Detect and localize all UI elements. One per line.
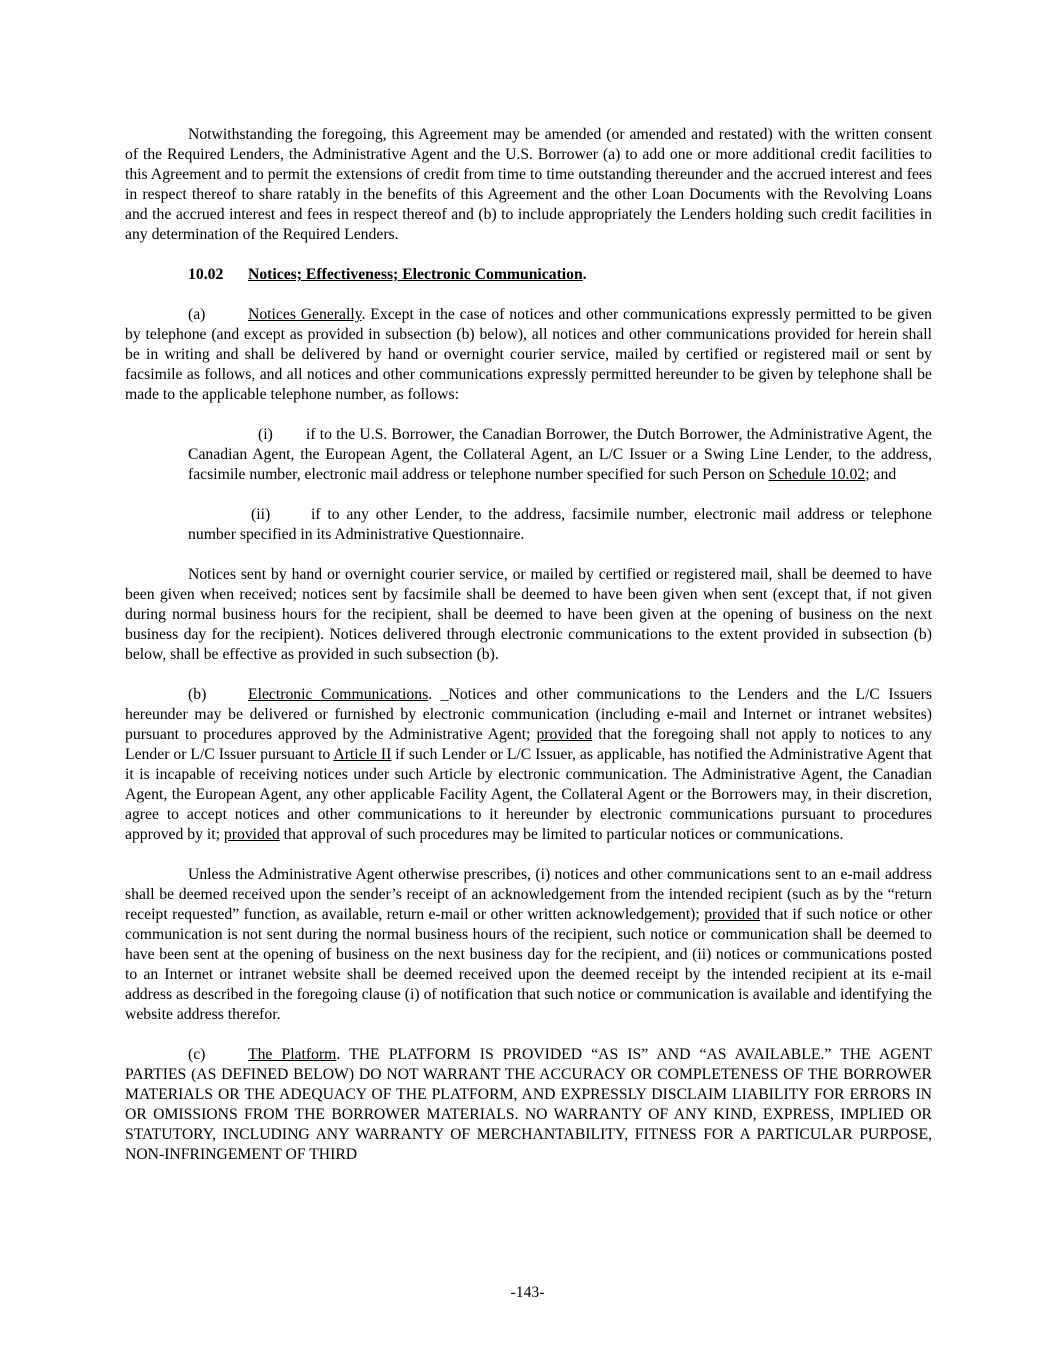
clause-i-tail: ; and — [865, 466, 897, 483]
clause-i-label: (i) — [258, 426, 273, 443]
clause-b-text-2: that the foregoing shall not apply to notices to any Lender or L/C Issuer pursuant to — [125, 726, 933, 763]
clause-ii-text: if to any other Lender, to the address, facsimile number, electronic mail address or telephone number specified in its Administrative Questionnaire. — [188, 506, 932, 543]
section-title: Notices; Effectiveness; Electronic Communication — [248, 266, 583, 283]
clause-a-label: (a) — [188, 306, 206, 323]
clause-b-text-4: that approval of such procedures may be limited to particular notices or communications. — [279, 826, 844, 843]
article-reference: Article II — [333, 746, 392, 763]
paragraph-ii — [188, 505, 932, 545]
provided-term: provided — [223, 826, 280, 843]
clause-c-label: (c) — [188, 1046, 206, 1063]
clause-b-text-1: . _Notices and other communications to the Lenders and the L/C Issuers hereunder may be delivered or furnished by electronic communication (including e-mail and Internet or intranet websites) pursuant to procedures approved by the Administrative Agent; — [125, 686, 932, 743]
paragraph-amendment: Notwithstanding the foregoing, this Agreement may be amended (or amended and restated) with the written consent of the Required Lenders, the Administrative Agent and the U.S. Borrower (a) to add one or more additional credit facilities to this Agreement and to permit the extensions of credit from time to time outstanding thereunder and the accrued interest and fees in respect thereof to share ratably in the benefits of this Agreement and the other Loan Documents with the Revolving Loans and the accrued interest and fees in respect thereof and (b) to include appropriately the Lenders holding such credit facilities in any determination of the Required Lenders. — [125, 126, 932, 243]
provided-term: provided — [704, 906, 760, 923]
clause-ii-label: (ii) — [251, 506, 271, 523]
page-number: -143- — [510, 1284, 545, 1301]
document-page — [125, 125, 932, 1165]
clause-c-title: The Platform — [248, 1046, 337, 1063]
paragraph-i — [188, 425, 932, 485]
paragraph-b — [125, 685, 932, 845]
paragraph-c — [125, 1045, 932, 1165]
provided-term: provided — [536, 726, 593, 743]
section-heading — [125, 265, 932, 285]
clause-b-title: Electronic Communications — [248, 686, 429, 703]
clause-b-label: (b) — [188, 686, 207, 703]
clause-a-text: . Except in the case of notices and other communications expressly permitted to be given by telephone (and except as provided in subsection (b) below), all notices and other communications provided for herein shall be in writing and shall be delivered by hand or overnight courier service, mailed by certified or registered mail or sent by facsimile as follows, and all notices and other communications expressly permitted hereunder to be given by telephone shall be made to the applicable telephone number, as follows: — [125, 306, 932, 403]
unless-text-2: that if such notice or other communication is not sent during the normal business hours of the recipient, such notice or communication shall be deemed to have been sent at the opening of business on the next business day for the recipient, and (ii) notices or communications posted to an Internet or intranet website shall be deemed received upon the deemed receipt by the intended recipient at its e-mail address as described in the foregoing clause (i) of notification that such notice or communication is available and identifying the website address therefor. — [125, 906, 932, 1023]
paragraph-notices-sent: Notices sent by hand or overnight courier service, or mailed by certified or registered mail, shall be deemed to have been given when received; notices sent by facsimile shall be deemed to have been given when sent (except that, if not given during normal business hours for the recipient, shall be deemed to have been given at the opening of business on the next business day for the recipient). Notices delivered through electronic communications to the extent provided in subsection (b) below, shall be effective as provided in such subsection (b). — [125, 566, 932, 663]
section-number: 10.02 — [188, 266, 224, 283]
paragraph-unless — [125, 865, 932, 1025]
clause-c-text: . THE PLATFORM IS PROVIDED “AS IS” AND “AS AVAILABLE.” THE AGENT PARTIES (AS DEFINED BELOW) DO NOT WARRANT THE ACCURACY OR COMPLETENESS OF THE BORROWER MATERIALS OR THE ADEQUACY OF THE PLATFORM, AND EXPRESSLY DISCLAIM LIABILITY FOR ERRORS IN OR OMISSIONS FROM THE BORROWER MATERIALS. NO WARRANTY OF ANY KIND, EXPRESS, IMPLIED OR STATUTORY, INCLUDING ANY WARRANTY OF MERCHANTABILITY, FITNESS FOR A PARTICULAR PURPOSE, NON-INFRINGEMENT OF THIRD — [125, 1046, 932, 1163]
unless-text-1: Unless the Administrative Agent otherwise prescribes, (i) notices and other communications sent to an e-mail address shall be deemed received upon the sender’s receipt of an acknowledgement from the intended recipient (such as by the “return receipt requested” function, as available, return e-mail or other written acknowledgement); — [125, 866, 932, 923]
paragraph-a — [125, 305, 932, 405]
section-period: . — [582, 266, 587, 283]
clause-a-title: Notices Generally — [248, 306, 362, 323]
clause-i-text: if to the U.S. Borrower, the Canadian Borrower, the Dutch Borrower, the Administrative Agent, the Canadian Agent, the European Agent, the Collateral Agent, an L/C Issuer or a Swing Line Lender, to the address, facsimile number, electronic mail address or telephone number specified for such Person on — [188, 426, 932, 483]
schedule-reference: Schedule 10.02 — [768, 466, 866, 483]
clause-b-text-3: if such Lender or L/C Issuer, as applicable, has notified the Administrative Agent that it is incapable of receiving notices under such Article by electronic communication. The Administrative Agent, the Canadian Agent, the European Agent, any other applicable Facility Agent, the Collateral Agent or the Borrowers may, in their discretion, agree to accept notices and other communications to it hereunder by electronic communications pursuant to procedures approved by it; — [125, 746, 933, 843]
